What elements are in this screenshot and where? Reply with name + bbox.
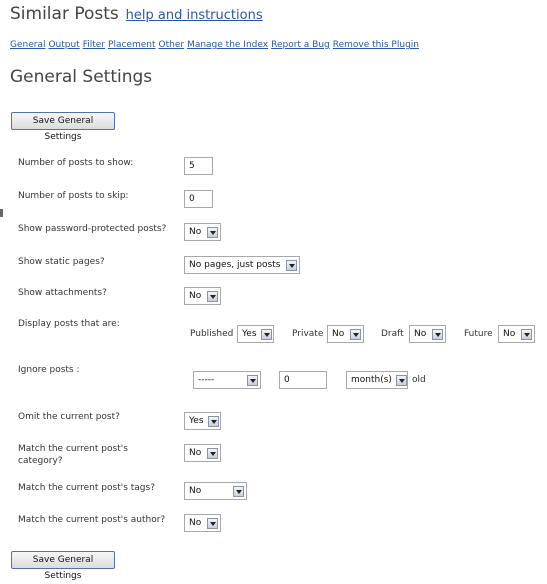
nav-filter[interactable]: Filter [82, 40, 106, 50]
chevron-down-icon [521, 329, 532, 340]
private-label: Private [292, 329, 324, 339]
num-posts-label: Number of posts to show: [18, 158, 134, 168]
match-tags-value: No [189, 486, 202, 496]
nav-remove-plugin[interactable]: Remove this Plugin [332, 40, 419, 50]
chevron-down-icon [207, 518, 218, 529]
static-pages-label: Show static pages? [18, 257, 105, 267]
match-tags-select[interactable] [184, 482, 247, 500]
future-value: No [503, 329, 516, 339]
ignore-posts-number-input[interactable]: 0 [279, 371, 327, 389]
omit-current-select[interactable] [184, 412, 221, 430]
match-tags-label: Match the current post's tags? [18, 483, 155, 493]
published-label: Published [190, 329, 234, 339]
save-button-top[interactable]: Save General Settings [11, 112, 115, 130]
future-select[interactable] [498, 325, 535, 343]
nav-report-bug[interactable]: Report a Bug [271, 40, 330, 50]
attachments-label: Show attachments? [18, 288, 107, 298]
ignore-posts-label: Ignore posts : [18, 365, 80, 375]
help-link[interactable]: help and instructions [125, 8, 263, 23]
draft-select[interactable] [409, 325, 446, 343]
nav-manage-index[interactable]: Manage the Index [187, 40, 269, 50]
nav-other[interactable]: Other [158, 40, 185, 50]
display-status-label: Display posts that are: [18, 319, 120, 329]
page-title: Similar Posts [10, 4, 119, 24]
save-button-bottom[interactable]: Save General Settings [11, 551, 115, 569]
chevron-down-icon [286, 260, 297, 271]
nav-output[interactable]: Output [48, 40, 80, 50]
chevron-down-icon [432, 329, 443, 340]
nav-placement[interactable]: Placement [108, 40, 156, 50]
ignore-posts-unit-select[interactable] [346, 371, 408, 389]
header [10, 4, 263, 24]
chevron-down-icon [207, 227, 218, 238]
future-label: Future [464, 329, 493, 339]
skip-posts-label: Number of posts to skip: [18, 191, 129, 201]
match-category-label: Match the current post's category? [18, 444, 128, 466]
published-select[interactable] [237, 325, 274, 343]
chevron-down-icon [233, 486, 244, 497]
draft-label: Draft [381, 329, 404, 339]
chevron-down-icon [208, 416, 219, 427]
settings-nav [10, 40, 422, 50]
password-protected-select[interactable] [184, 223, 221, 241]
skip-posts-input[interactable]: 0 [184, 190, 213, 208]
chevron-down-icon [396, 375, 407, 386]
nav-general[interactable]: General [10, 40, 46, 50]
attachments-select[interactable] [184, 287, 221, 305]
chevron-down-icon [261, 329, 272, 340]
omit-current-label: Omit the current post? [18, 412, 120, 422]
password-protected-value: No [189, 227, 202, 237]
draft-value: No [414, 329, 427, 339]
static-pages-value: No pages, just posts [189, 260, 281, 270]
ignore-posts-select[interactable] [193, 371, 261, 389]
ignore-posts-unit-value: month(s) [351, 375, 392, 385]
match-author-label: Match the current post's author? [18, 515, 166, 525]
ignore-posts-suffix: old [412, 375, 426, 385]
chevron-down-icon [207, 448, 218, 459]
match-author-select[interactable] [184, 514, 221, 532]
match-category-value: No [189, 448, 202, 458]
num-posts-input[interactable]: 5 [184, 157, 213, 175]
match-author-value: No [189, 518, 202, 528]
published-value: Yes [242, 329, 257, 339]
match-category-select[interactable] [184, 444, 221, 462]
ignore-posts-value: ----- [198, 375, 215, 385]
chevron-down-icon [350, 329, 361, 340]
private-value: No [332, 329, 345, 339]
static-pages-select[interactable] [184, 256, 300, 274]
password-protected-label: Show password-protected posts? [18, 224, 167, 234]
chevron-down-icon [247, 375, 258, 386]
attachments-value: No [189, 291, 202, 301]
section-title: General Settings [10, 67, 153, 87]
omit-current-value: Yes [189, 416, 204, 426]
private-select[interactable] [327, 325, 364, 343]
left-edge-marker [0, 209, 3, 217]
chevron-down-icon [207, 291, 218, 302]
